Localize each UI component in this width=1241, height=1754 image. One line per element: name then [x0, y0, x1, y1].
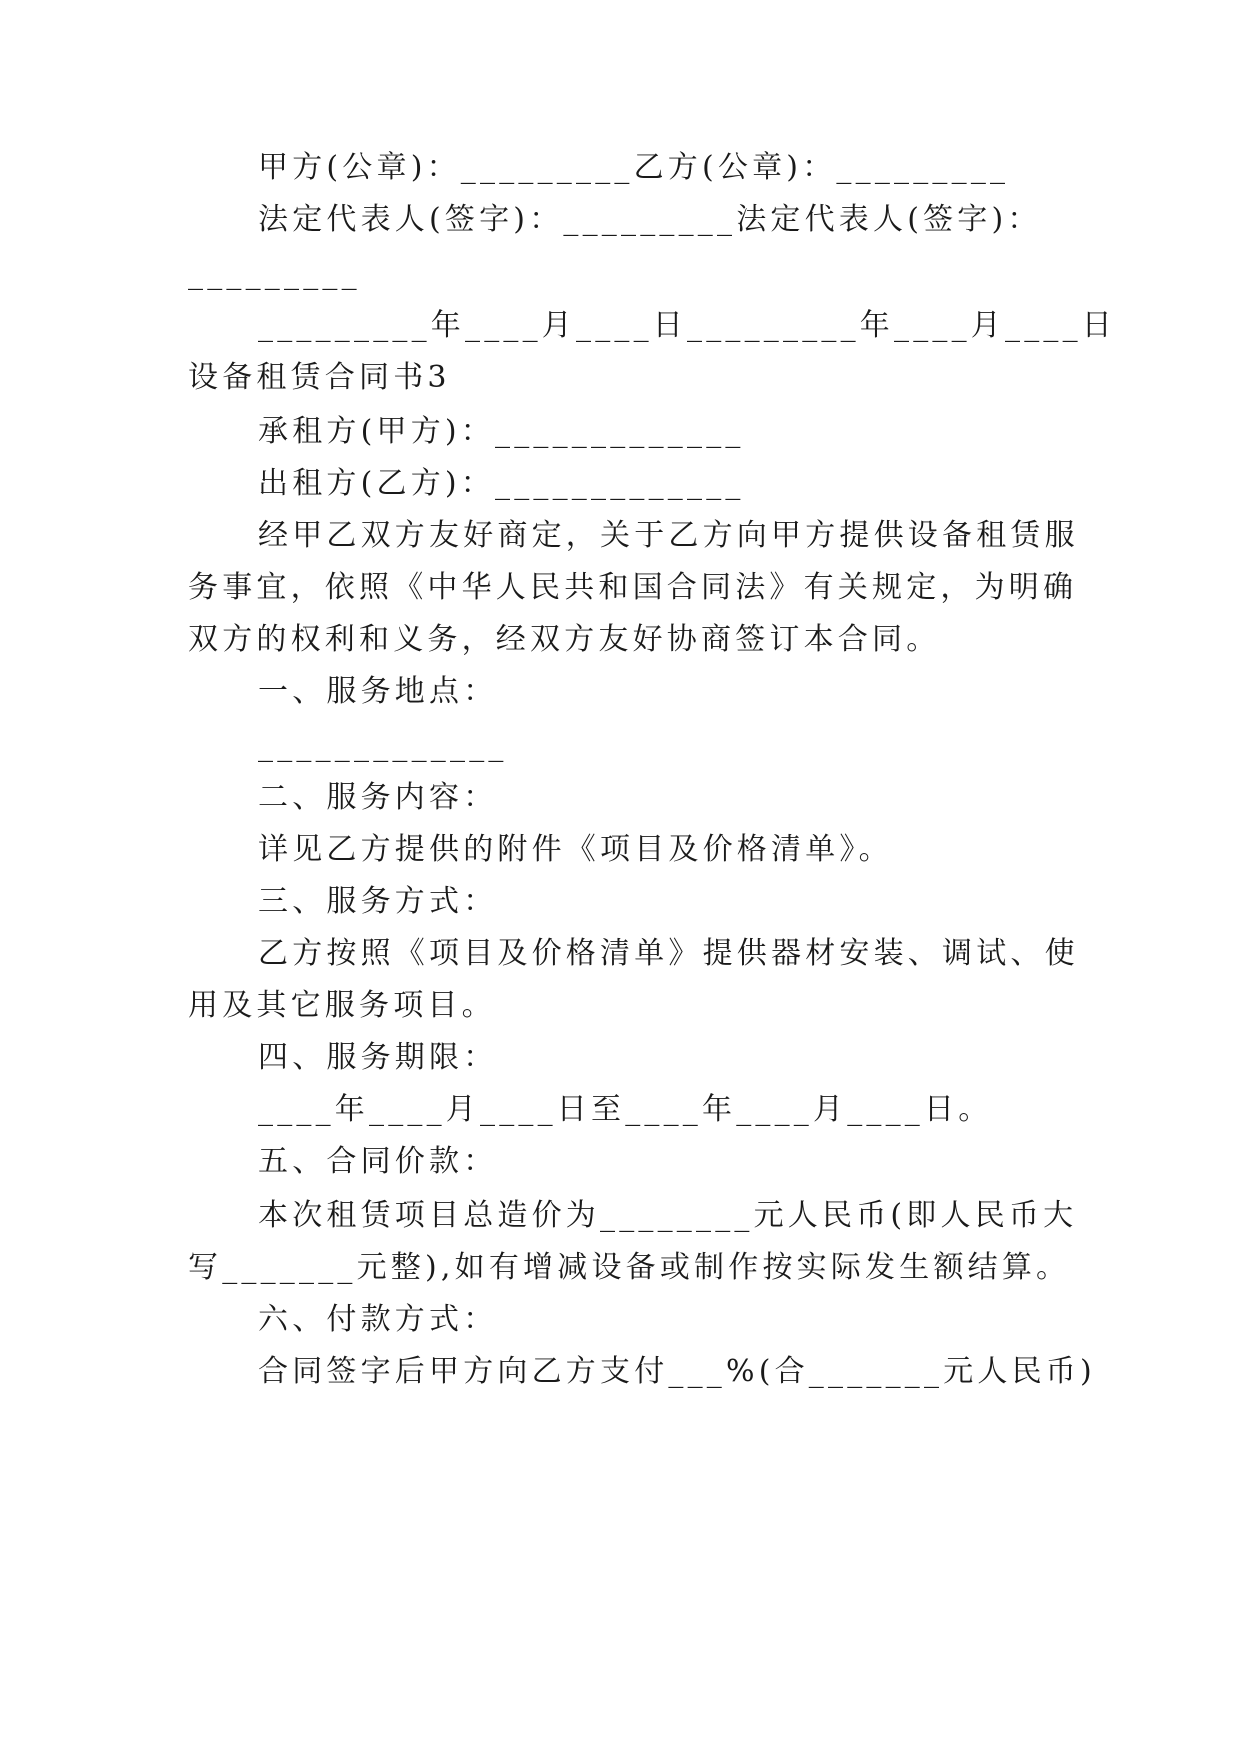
contract-price-line-1: 本次租赁项目总造价为________元人民币(即人民币大 — [258, 1198, 1078, 1233]
contract-price-line-2: 写_______元整),如有增减设备或制作按实际发生额结算。 — [188, 1250, 1071, 1285]
section-2-heading: 二、服务内容： — [258, 780, 498, 815]
section-6-heading: 六、付款方式： — [258, 1302, 498, 1337]
preamble-line-3: 双方的权利和义务，经双方友好协商签订本合同。 — [188, 622, 941, 657]
lessee-line: 承租方(甲方)：_____________ — [258, 414, 745, 449]
section-5-heading: 五、合同价款： — [258, 1144, 498, 1179]
lessor-line: 出租方(乙方)：_____________ — [258, 466, 745, 501]
section-1-heading: 一、服务地点： — [258, 674, 498, 709]
contract-title: 设备租赁合同书3 — [188, 360, 451, 395]
preamble-line-2: 务事宜，依照《中华人民共和国合同法》有关规定，为明确 — [188, 570, 1078, 605]
service-location-blank: _____________ — [258, 728, 508, 763]
party-a-seal-line: 甲方(公章)：_________乙方(公章)：_________ — [258, 150, 1010, 185]
service-period-line: ____年____月____日至____年____月____日。 — [258, 1092, 993, 1127]
service-method-line-1: 乙方按照《项目及价格清单》提供器材安装、调试、使 — [258, 936, 1079, 971]
payment-method-line-1: 合同签字后甲方向乙方支付___%(合_______元人民币) — [258, 1354, 1096, 1389]
signing-date-line: _________年____月____日_________年____月____日 — [258, 308, 1116, 343]
section-4-heading: 四、服务期限： — [258, 1040, 498, 1075]
section-3-heading: 三、服务方式： — [258, 884, 498, 919]
preamble-line-1: 经甲乙双方友好商定，关于乙方向甲方提供设备租赁服 — [258, 518, 1079, 553]
legal-rep-signature-blank: _________ — [188, 256, 361, 291]
service-content-text: 详见乙方提供的附件《项目及价格清单》。 — [258, 832, 893, 867]
service-method-line-2: 用及其它服务项目。 — [188, 988, 496, 1023]
legal-rep-signature-line: 法定代表人(签字)：_________法定代表人(签字)： — [258, 202, 1042, 237]
